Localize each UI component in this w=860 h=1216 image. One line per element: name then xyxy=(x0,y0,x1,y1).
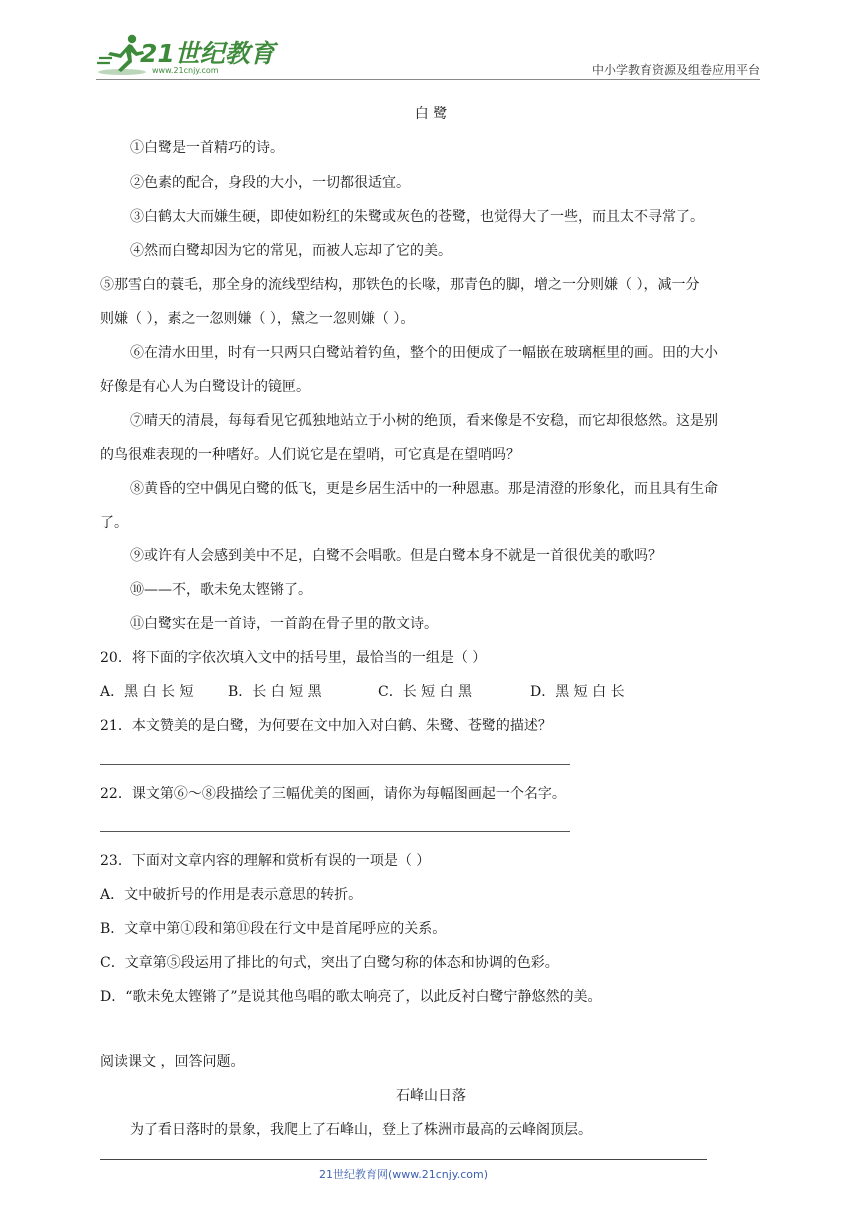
paragraph: ⑪白鹭实在是一首诗，一首韵在骨子里的散文诗。 xyxy=(130,616,438,632)
answer-line-21[interactable] xyxy=(100,764,570,765)
paragraph: ⑦晴天的清晨，每每看见它孤独地站立于小树的绝顶，看来像是不安稳，而它却很悠然。这是别 xyxy=(130,413,718,429)
option-a[interactable]: A．黑 白 长 短 xyxy=(100,684,194,700)
question-23-stem: 23．下面对文章内容的理解和赏析有误的一项是（ ） xyxy=(100,853,431,869)
logo-url: www.21cnjy.com xyxy=(152,66,219,75)
option-c[interactable]: C．长 短 白 黑 xyxy=(378,684,473,700)
paragraph-continued: 则嫌（ ），素之一忽则嫌（ ），黛之一忽则嫌（ ）。 xyxy=(100,311,415,327)
footer-divider xyxy=(100,1159,707,1160)
article-title: 白 鹭 xyxy=(414,106,448,122)
paragraph: ①白鹭是一首精巧的诗。 xyxy=(130,140,284,156)
question-20-options xyxy=(100,682,762,702)
question-21-stem: 21．本文赞美的是白鹭，为何要在文中加入对白鹤、朱鹭、苍鹭的描述？ xyxy=(100,718,552,734)
paragraph: ⑤那雪白的蓑毛，那全身的流线型结构，那铁色的长喙，那青色的脚，增之一分则嫌（ ），减一分 xyxy=(100,277,700,293)
question-22-stem: 22．课文第⑥～⑧段描绘了三幅优美的图画，请你为每幅图画起一个名字。 xyxy=(100,786,566,802)
page-header xyxy=(96,28,760,80)
option-b[interactable]: B．长 白 短 黑 xyxy=(228,684,322,700)
paragraph: ③白鹤太大而嫌生硬，即使如粉红的朱鹭或灰色的苍鹭，也觉得大了一些，而且太不寻常了。 xyxy=(130,209,704,225)
paragraph: 为了看日落时的景象，我爬上了石峰山，登上了株洲市最高的云峰阁顶层。 xyxy=(130,1122,592,1138)
reading-instruction: 阅读课文 ，回答问题。 xyxy=(100,1054,245,1070)
paragraph-continued: 好像是有心人为白鹭设计的镜匣。 xyxy=(100,379,310,395)
article-title: 石峰山日落 xyxy=(396,1088,466,1104)
paragraph: ⑥在清水田里，时有一只两只白鹭站着钓鱼，整个的田便成了一幅嵌在玻璃框里的画。田的大小 xyxy=(130,345,718,361)
option-a[interactable]: A．文中破折号的作用是表示意思的转折。 xyxy=(100,887,363,903)
option-d[interactable]: D．“歌未免太铿锵了”是说其他鸟唱的歌太响亮了，以此反衬白鹭宁静悠然的美。 xyxy=(100,989,602,1005)
option-c[interactable]: C．文章第⑤段运用了排比的句式，突出了白鹭匀称的体态和协调的色彩。 xyxy=(100,955,559,971)
paragraph-continued: 的鸟很难表现的一种嗜好。人们说它是在望哨，可它真是在望哨吗？ xyxy=(100,447,520,463)
answer-line-22[interactable] xyxy=(100,831,570,832)
footer-source[interactable]: 21世纪教育网(www.21cnjy.com) xyxy=(318,1168,489,1181)
question-20-stem: 20．将下面的字依次填入文中的括号里，最恰当的一组是（ ） xyxy=(100,650,487,666)
option-b[interactable]: B．文章中第①段和第⑪段在行文中是首尾呼应的关系。 xyxy=(100,921,447,937)
header-divider xyxy=(96,79,760,80)
paragraph: ⑨或许有人会感到美中不足，白鹭不会唱歌。但是白鹭本身不就是一首很优美的歌吗？ xyxy=(130,548,662,564)
paragraph-continued: 了。 xyxy=(100,515,128,531)
site-logo xyxy=(96,32,275,78)
paragraph: ⑧黄昏的空中偶见白鹭的低飞，更是乡居生活中的一种恩惠。那是清澄的形象化，而且具有生命 xyxy=(130,481,718,497)
logo-text: 21世纪教育 xyxy=(140,39,275,68)
paragraph: ②色素的配合，身段的大小，一切都很适宜。 xyxy=(130,175,410,191)
platform-name: 中小学教育资源及组卷应用平台 xyxy=(591,63,760,77)
paragraph: ④然而白鹭却因为它的常见，而被人忘却了它的美。 xyxy=(130,243,452,259)
option-d[interactable]: D．黑 短 白 长 xyxy=(530,684,625,700)
paragraph: ⑩——不，歌未免太铿锵了。 xyxy=(130,582,312,598)
